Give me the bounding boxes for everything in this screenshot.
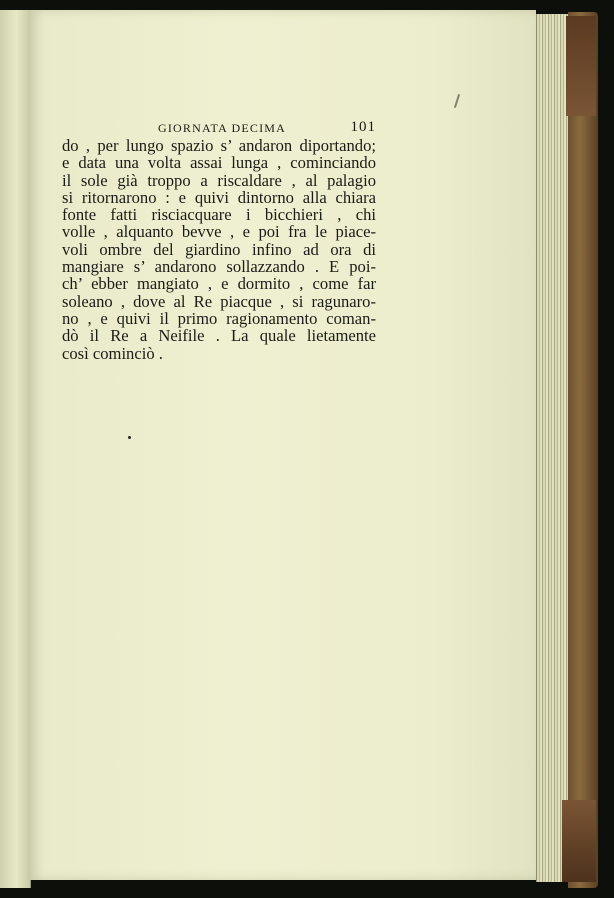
- body-text: [62, 137, 376, 362]
- text-line: ch’ ebber mangiato , e dormito , come far: [62, 274, 376, 294]
- text-line: mangiare s’ andarono sollazzando . E poi-: [62, 257, 376, 277]
- text-line: voli ombre del giardino infino ad ora di: [62, 239, 376, 259]
- text-line: volle , alquanto bevve , e poi fra le piace-: [62, 222, 376, 242]
- text-line: così cominciò .: [62, 343, 163, 363]
- running-head: GIORNATA DECIMA: [158, 121, 287, 135]
- text-line: do , per lungo spazio s’ andaron diportando;: [62, 136, 376, 155]
- text-line: fonte fatti risciacquare i bicchieri , chi: [62, 205, 376, 225]
- text-line: dò il Re a Neifile . La quale lietamente: [62, 326, 376, 346]
- text-line: e data una volta assai lunga , cominciando: [62, 153, 376, 173]
- page-stack-edges: [536, 14, 571, 882]
- text-line: il sole già troppo a riscaldare , al palagio: [62, 170, 376, 190]
- book-cover: [568, 12, 598, 888]
- text-line: soleano , dove al Re piacque , si ragunaro-: [62, 291, 376, 311]
- ink-dot: [128, 436, 131, 439]
- cover-bottom-corner: [562, 800, 596, 882]
- facing-page-edge: [0, 10, 31, 888]
- text-line: si ritornarono : e quivi dintorno alla chiara: [62, 187, 376, 207]
- page-number: 101: [350, 119, 376, 135]
- text-line: no , e quivi il primo ragionamento coman-: [62, 308, 376, 328]
- cover-top-corner: [566, 16, 596, 116]
